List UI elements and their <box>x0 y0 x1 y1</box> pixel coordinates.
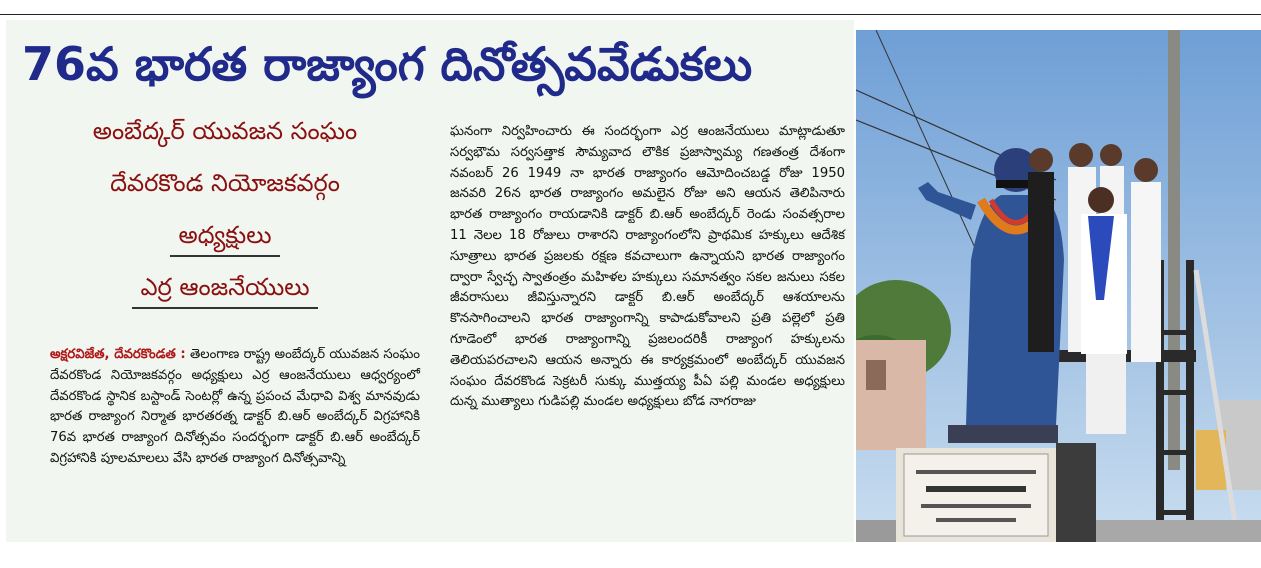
subhead-person-name <box>40 268 410 320</box>
subhead-designation-text: అధ్యక్షులు <box>170 221 279 257</box>
article-photo <box>856 30 1261 542</box>
statue-photo-illustration <box>856 30 1261 542</box>
body-left-text: తెలంగాణ రాష్ట్ర అంబేద్కర్ యువజన సంఘం దేవరకొండ నియోజకవర్గం అధ్యక్షులు ఎర్ర ఆంజనేయులు ఆధ్వర్యంలో దేవరకొండ స్థానిక బస్టాండ్ సెంటర్లో ఉన్న ప్రపంచ మేధావి విశ్వ మానవుడు భారత రాజ్యాంగ నిర్మాత భారతరత్న డాక్టర్ బి.ఆర్ అంబేద్కర్ విగ్రహానికి 76వ భారత రాజ్యాంగ దినోత్సవం సందర్భంగా డాక్టర్ బి.ఆర్ అంబేద్కర్ విగ్రహానికి పూలమాలలు వేసి భారత రాజ్యాంగ దినోత్సవాన్ని <box>50 347 420 466</box>
subhead-constituency: దేవరకొండ నియోజకవర్గం <box>110 169 340 197</box>
top-rule <box>0 0 1261 15</box>
headline: 76వ భారత రాజ్యాంగ దినోత్సవవేడుకలు <box>22 37 753 91</box>
subhead-organisation: అంబేద్కర్ యువజన సంఘం <box>92 117 358 145</box>
article-body-left <box>50 345 420 470</box>
subhead-person-name-text: ఎర్ర ఆంజనేయులు <box>132 273 317 309</box>
subhead-column <box>40 112 410 320</box>
dateline: అక్షరవిజేత, దేవరకొండత : <box>50 347 186 362</box>
article-body-right <box>450 122 845 413</box>
body-right-text: ఘనంగా నిర్వహించారు ఈ సందర్భంగా ఎర్ర ఆంజనేయులు మాట్లాడుతూ సర్వభౌమ సర్వసత్తాక సౌమ్యవాద లౌకిక ప్రజాస్వామ్య గణతంత్ర దేశంగా నవంబర్ 26 1949 నా భారత రాజ్యాంగం ఆమోదించబడ్డ రోజు 1950 జనవరి 26న భారత రాజ్యాంగం అమలైన రోజు అని ఆయన తెలిపినారు భారత రాజ్యాంగం రాయడానికి డాక్టర్ బి.ఆర్ అంబేద్కర్ రెండు సంవత్సరాల 11 నెలల 18 రోజులు రాశారని రాజ్యాంగంలోని ప్రాథమిక హక్కులు ఆదేశిక సూత్రాలు భారత ప్రజలకు రక్షణ కవచాలుగా ఉన్నాయని భారత రాజ్యాంగం ద్వారా స్వేచ్ఛ స్వాతంత్రం మహిళల హక్కులు సమానత్వం సకల జనులు సకల జీవరాసులు జీవిస్తున్నారని డాక్టర్ బి.ఆర్ అంబేద్కర్ ఆశయాలను కొనసాగించాలని భారత రాజ్యాంగాన్ని కాపాడుకోవాలని ప్రతి పల్లెలో ప్రతి గూడెంలో భారత రాజ్యాంగాన్ని ప్రజలందరికీ రాజ్యాంగ హక్కులను తెలియపరచాలని ఆయన అన్నారు ఈ కార్యక్రమంలో అంబేద్కర్ యువజన సంఘం దేవరకొండ సెక్రటరీ సుక్కు ముత్తయ్య పీఏ పల్లి మండల అధ్యక్షులు దున్న ముత్యాలు గుడిపల్లి మండల అధ్యక్షులు బోడ నాగరాజు <box>450 124 845 410</box>
subhead-designation <box>40 216 410 268</box>
